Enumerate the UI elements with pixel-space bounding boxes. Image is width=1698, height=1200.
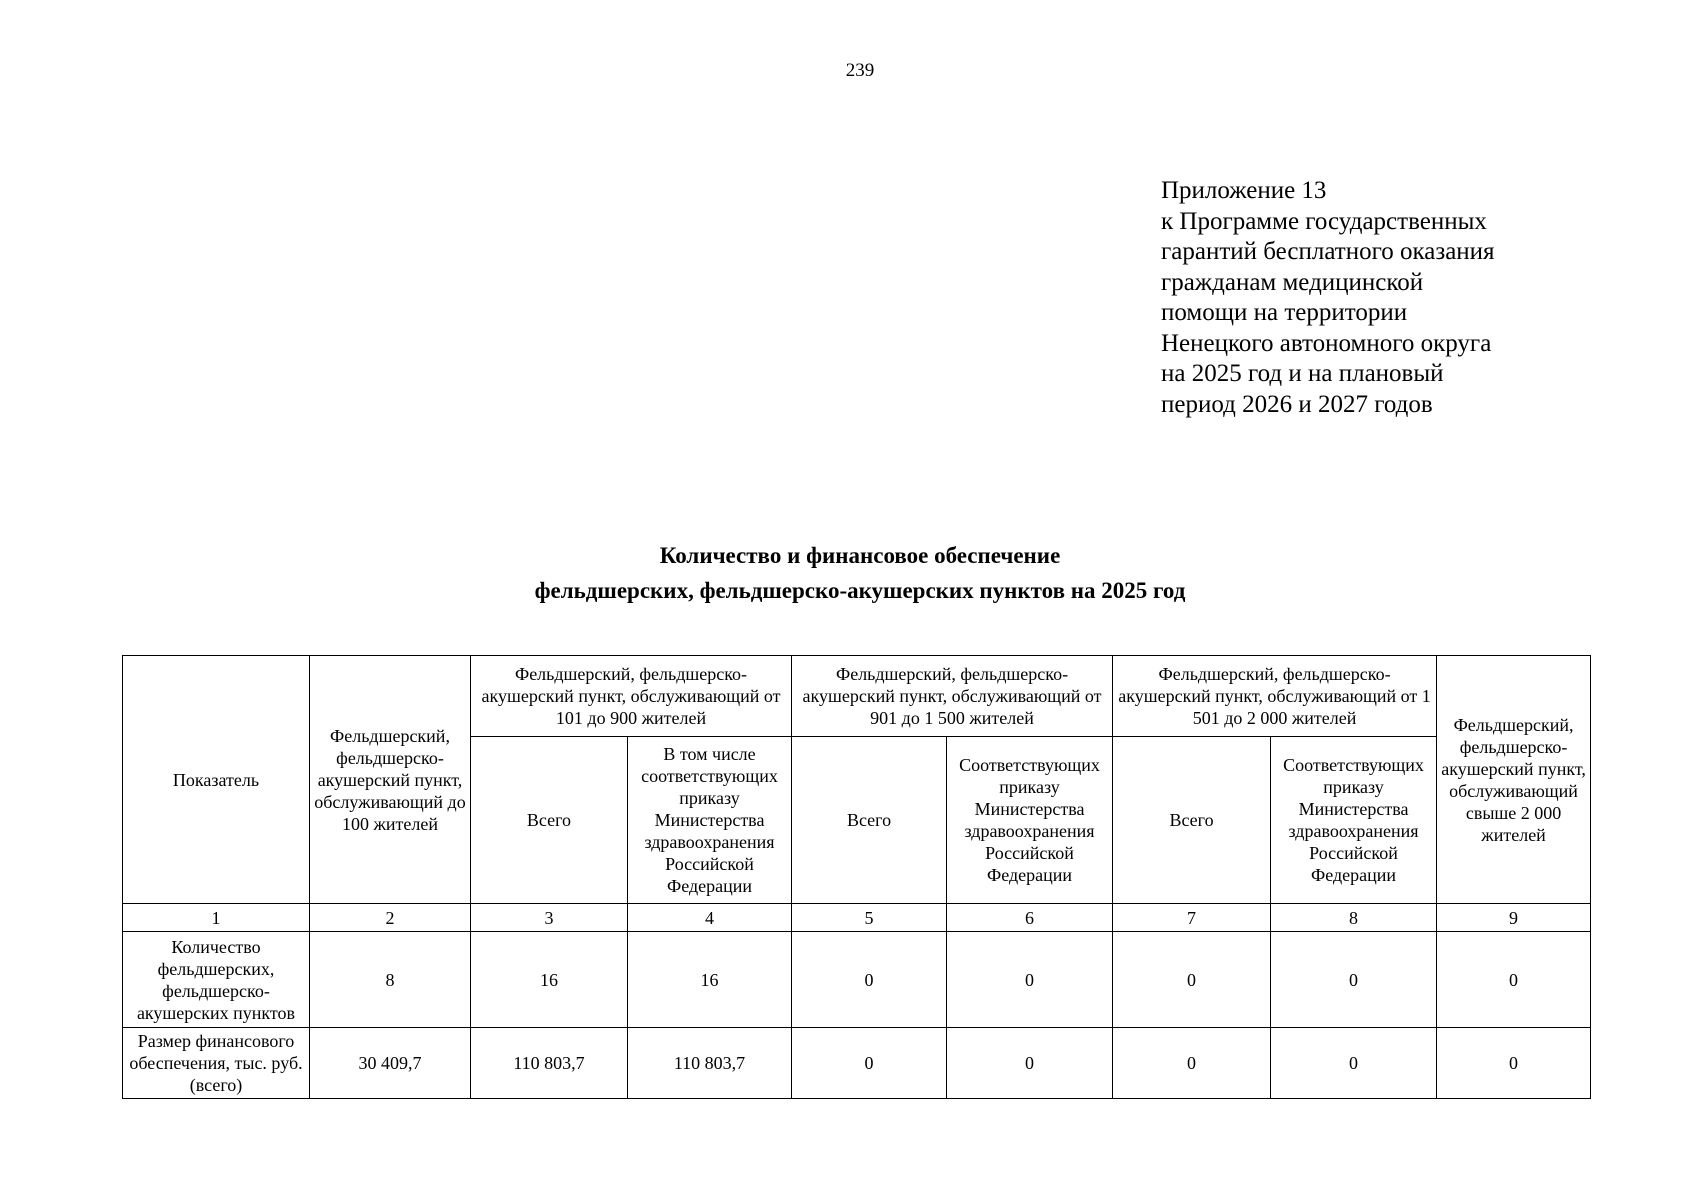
table-cell: 110 803,7 (471, 1028, 628, 1099)
table-row (123, 932, 1591, 1028)
column-number: 5 (792, 904, 947, 932)
table-cell: 16 (471, 932, 628, 1028)
header-indicator: Показатель (123, 656, 310, 904)
appendix-line: помощи на территории (1161, 299, 1408, 326)
appendix-line: на 2025 год и на плановый (1161, 360, 1444, 387)
table-cell: 0 (1271, 932, 1437, 1028)
table-cell: 0 (1113, 932, 1271, 1028)
appendix-line: гарантий бесплатного оказания (1161, 238, 1495, 265)
table-cell: 0 (1271, 1028, 1437, 1099)
table-cell: 0 (1437, 932, 1591, 1028)
appendix-line: гражданам медицинской (1161, 268, 1424, 296)
page-number: 239 (845, 60, 875, 81)
subheader-compliant: Соответствующих приказу Министерства здравоохранения Российской Федерации (1271, 737, 1437, 904)
appendix-line: Ненецкого автономного округа (1161, 329, 1492, 357)
table-cell: 0 (947, 932, 1113, 1028)
subheader-total: Всего (792, 737, 947, 904)
column-number: 9 (1437, 904, 1591, 932)
table-cell: 0 (792, 1028, 947, 1099)
table-cell: 16 (628, 932, 792, 1028)
subheader-total: Всего (1113, 737, 1271, 904)
header-group-101-900: Фельдшерский, фельдшерско-акушерский пункт, обслуживающий от 101 до 900 жителей (471, 656, 792, 737)
subheader-total: Всего (471, 737, 628, 904)
appendix-line: Приложение 13 (1161, 177, 1327, 204)
column-numbers-row (123, 904, 1591, 932)
subheader-compliant: Соответствующих приказу Министерства здравоохранения Российской Федерации (947, 737, 1113, 904)
column-number: 8 (1271, 904, 1437, 932)
column-number: 1 (123, 904, 310, 932)
appendix-note (1161, 176, 1495, 420)
header-row (123, 656, 1591, 737)
row-label: Размер финансового обеспечения, тыс. руб. (всего) (123, 1028, 310, 1099)
header-group-901-1500: Фельдшерский, фельдшерско-акушерский пункт, обслуживающий от 901 до 1 500 жителей (792, 656, 1113, 737)
header-over-2000: Фельдшерский, фельдшерско-акушерский пункт, обслуживающий свыше 2 000 жителей (1437, 656, 1591, 904)
table-cell: 0 (947, 1028, 1113, 1099)
appendix-line: к Программе государственных (1161, 207, 1487, 235)
column-number: 7 (1113, 904, 1271, 932)
header-group-1501-2000: Фельдшерский, фельдшерско-акушерский пункт, обслуживающий от 1 501 до 2 000 жителей (1113, 656, 1437, 737)
table-cell: 110 803,7 (628, 1028, 792, 1099)
table-cell: 30 409,7 (310, 1028, 471, 1099)
table-cell: 8 (310, 932, 471, 1028)
facilities-table (122, 655, 1591, 1099)
row-label: Количество фельдшерских, фельдшерско-акушерских пунктов (123, 932, 310, 1028)
column-number: 4 (628, 904, 792, 932)
subheader-compliant: В том числе соответствующих приказу Министерства здравоохранения Российской Федерации (628, 737, 792, 904)
column-number: 6 (947, 904, 1113, 932)
title-line-1: Количество и финансовое обеспечение (659, 543, 1061, 568)
table-cell: 0 (792, 932, 947, 1028)
appendix-line: период 2026 и 2027 годов (1161, 390, 1433, 418)
table-cell: 0 (1437, 1028, 1591, 1099)
document-title (0, 538, 1698, 608)
table-cell: 0 (1113, 1028, 1271, 1099)
header-up-to-100: Фельдшерский, фельдшерско-акушерский пункт, обслуживающий до 100 жителей (310, 656, 471, 904)
title-line-2: фельдшерских, фельдшерско-акушерских пунктов на 2025 год (534, 578, 1186, 603)
table-row (123, 1028, 1591, 1099)
column-number: 3 (471, 904, 628, 932)
column-number: 2 (310, 904, 471, 932)
